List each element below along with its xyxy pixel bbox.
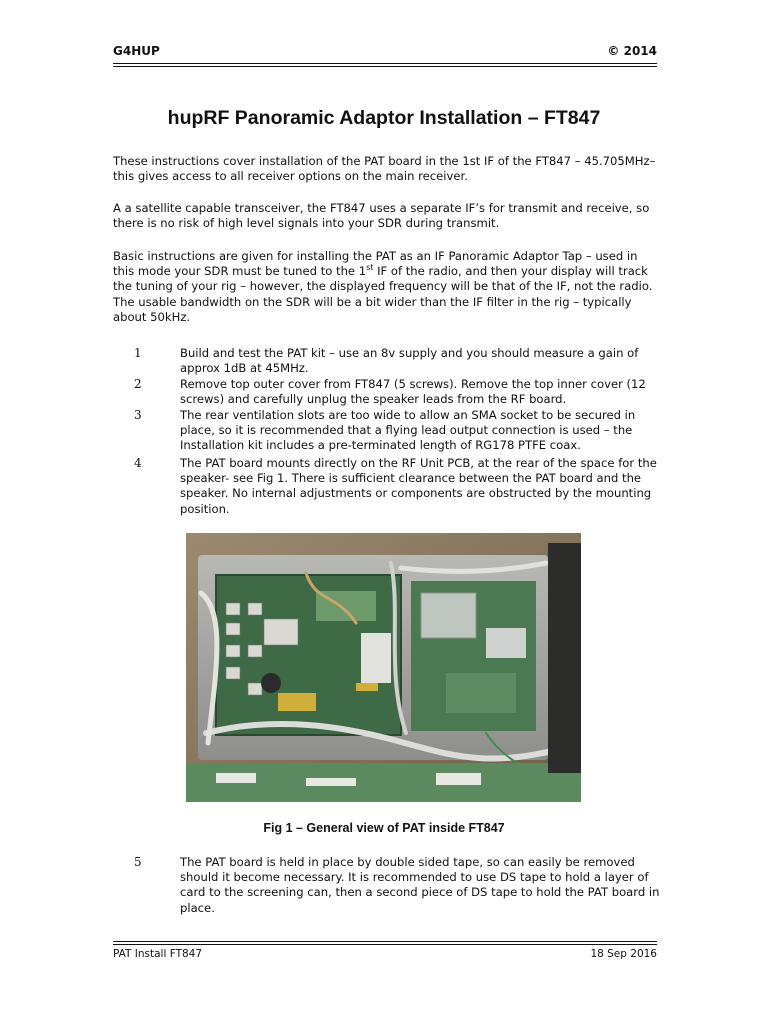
ordinal-superscript: st — [366, 263, 374, 273]
intro-paragraph-1: These instructions cover installation of the PAT board in the 1st IF of the FT847 – 45.705MHz– this gives access to all receiver options on the main receiver. — [113, 154, 656, 184]
pcb-photo-illustration — [186, 533, 581, 802]
header-copyright: © 2014 — [607, 44, 657, 58]
header-author: G4HUP — [113, 44, 160, 58]
footer-doc-name: PAT Install FT847 — [113, 948, 203, 960]
footer-date: 18 Sep 2016 — [590, 948, 657, 960]
step-number: 4 — [134, 456, 142, 470]
step-text: The PAT board mounts directly on the RF Unit PCB, at the rear of the space for the speaker- see Fig 1. There is sufficient clearance between the PAT board and the speaker. No internal adjustments or components are obstructed by the mounting position. — [180, 456, 657, 516]
step-text: The rear ventilation slots are too wide to allow an SMA socket to be secured in place, so it is recommended that a flying lead output connection is used – the Installation kit includes a pre-terminated length of RG178 PTFE coax. — [180, 408, 636, 453]
step-text: Remove top outer cover from FT847 (5 screws). Remove the top inner cover (12 screws) and carefully unplug the speaker leads from the RF board. — [180, 377, 646, 407]
intro-paragraph-2: A a satellite capable transceiver, the FT847 uses a separate IF’s for transmit and receive, so there is no risk of high level signals into your SDR during transmit. — [113, 201, 650, 231]
header-rule-secondary — [113, 66, 657, 67]
fig1-photo — [186, 533, 581, 802]
intro-paragraph-3-end: IF of the radio, and then your display will track the tuning of your rig – however, the displayed frequency will be that of the IF, not the radio. The usable bandwidth on the SDR will be a bit wider than the IF filter in the rig – typically about 50kHz. — [113, 264, 653, 324]
step-number: 5 — [134, 855, 142, 869]
intro-paragraph-3 — [113, 249, 658, 325]
header-rule — [113, 63, 657, 64]
footer-rule-secondary — [113, 944, 657, 945]
step-number: 2 — [134, 377, 142, 391]
page-title: hupRF Panoramic Adaptor Installation – FT847 — [167, 107, 601, 129]
page-header — [113, 44, 657, 62]
step-number: 3 — [134, 408, 142, 422]
figure-caption: Fig 1 – General view of PAT inside FT847 — [263, 821, 505, 835]
step-text: The PAT board is held in place by double sided tape, so can easily be removed should it become necessary. It is recommended to use DS tape to hold a layer of card to the screening can, then a second piece of DS tape to hold the PAT board in place. — [180, 855, 660, 915]
step-text: Build and test the PAT kit – use an 8v supply and you should measure a gain of approx 1dB at 45MHz. — [180, 346, 639, 376]
intro-paragraph-3-start: Basic instructions are given for installing the PAT as an IF Panoramic Adaptor Tap – used in this mode your SDR must be tuned to the 1 — [113, 249, 638, 279]
step-number: 1 — [134, 346, 142, 360]
footer-rule — [113, 941, 657, 942]
